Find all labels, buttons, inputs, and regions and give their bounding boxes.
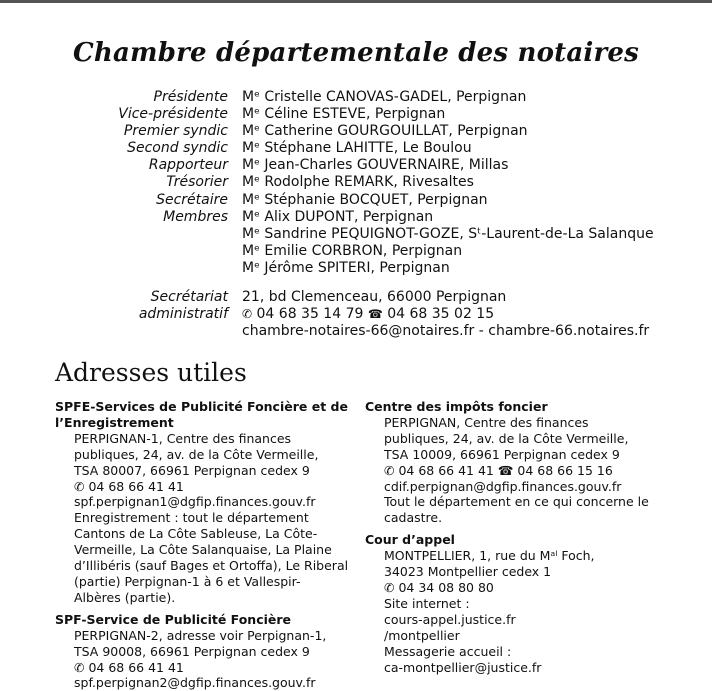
officer-row <box>80 226 654 243</box>
officer-row <box>80 192 654 209</box>
secretariat-web: chambre-notaires-66@notaires.fr - chambre-66.notaires.fr <box>242 323 650 340</box>
officer-name: Mᵉ Cristelle CANOVAS-GADEL, Perpignan <box>242 89 527 105</box>
officer-name: Mᵉ Céline ESTEVE, Perpignan <box>242 106 446 123</box>
secretariat-fax: 04 68 35 02 15 <box>387 306 495 323</box>
officer-name: Mᵉ Jérôme SPITERI, Perpignan <box>242 259 450 276</box>
officer-name: Mᵉ Rodolphe REMARK, Rivesaltes <box>242 174 474 191</box>
block-body: PERPIGNAN-1, Centre des finances publiques, 24, av. de la Côte Vermeille, TSA 80007, 66961 Perpignan cedex 9 ✆ 04 68 66 41 41 spf.perpignan1@dgfip.finances.gouv.fr Enregistrement : tout le département Cantons de La Côte Sableuse, La Côte- Vermeille, La Côte Salanquaise, La Plaine d’Illibéris (sauf Bages et Ortoffa), Le Riberal (partie) Perpignan-1 à 6 et Vallespir- Albères (partie). <box>74 430 349 605</box>
block-body: MONTPELLIER, 1, rue du Mᵃˡ Foch, 34023 Montpellier cedex 1 ✆ 04 34 08 80 80 Site internet : cours-appel.justice.fr /montpellier Messagerie accueil : ca-montpellier@justice.fr <box>384 548 595 675</box>
officer-role: Second syndic <box>127 140 228 157</box>
officer-row <box>80 174 654 191</box>
officer-role: Trésorier <box>166 174 228 191</box>
officer-row <box>80 157 654 174</box>
block-heading: Cour d’appel <box>365 532 455 548</box>
officer-role: Présidente <box>153 89 228 105</box>
officer-row <box>80 140 654 157</box>
fax-icon: ☎ <box>367 307 383 322</box>
secretariat-phone: 04 68 35 14 79 <box>256 306 364 323</box>
top-rule <box>0 0 712 3</box>
secretariat-role-2: administratif <box>138 306 228 323</box>
officer-role <box>80 260 242 277</box>
officer-role: Premier syndic <box>123 123 228 140</box>
officer-name: Mᵉ Stéphane LAHITTE, Le Boulou <box>242 140 472 157</box>
block-heading: SPFE-Services de Publicité Foncière et de l’Enregistrement <box>55 399 348 430</box>
officer-role: Vice-présidente <box>118 106 228 123</box>
block-heading: Centre des impôts foncier <box>365 399 548 414</box>
block-heading: SPF-Service de Publicité Foncière <box>55 611 292 627</box>
secretariat-role: Secrétariat <box>150 289 228 305</box>
officer-role <box>80 243 242 260</box>
phone-icon: ✆ <box>242 307 253 322</box>
officer-row <box>80 89 654 106</box>
officer-role: Rapporteur <box>148 157 228 174</box>
officer-name: Mᵉ Alix DUPONT, Perpignan <box>242 208 434 225</box>
officer-row <box>80 209 654 226</box>
secretariat-address: 21, bd Clemenceau, 66000 Perpignan <box>242 289 507 305</box>
block-body: PERPIGNAN, Centre des finances publiques, 24, av. de la Côte Vermeille, TSA 10009, 66961 Perpignan cedex 9 ✆ 04 68 66 41 41 ☎ 04 68 66 15 16 cdif.perpignan@dgfip.finances.gouv.fr Tout le département en ce qui concerne le cadastre. <box>384 414 649 526</box>
officer-row <box>80 106 654 123</box>
officer-row <box>80 123 654 140</box>
officer-role <box>80 226 242 243</box>
officer-name: Mᵉ Emilie CORBRON, Perpignan <box>242 242 463 259</box>
officers-list <box>80 89 654 277</box>
page-title: Chambre départementale des notaires <box>73 38 639 68</box>
officer-name: Mᵉ Catherine GOURGOUILLAT, Perpignan <box>242 123 528 140</box>
officer-role: Secrétaire <box>156 191 228 208</box>
secretariat-block <box>80 289 649 340</box>
officer-name: Mᵉ Jean-Charles GOUVERNAIRE, Millas <box>242 157 509 174</box>
officer-name: Mᵉ Sandrine PEQUIGNOT-GOZE, Sᵗ-Laurent-de-La Salanque <box>242 225 654 242</box>
officer-role: Membres <box>163 208 228 225</box>
officer-row <box>80 243 654 260</box>
officer-row <box>80 260 654 277</box>
section-heading: Adresses utiles <box>55 358 247 387</box>
right-column <box>365 399 649 675</box>
left-column <box>55 399 348 691</box>
block-body: PERPIGNAN-2, adresse voir Perpignan-1, TSA 90008, 66961 Perpignan cedex 9 ✆ 04 68 66 41 41 spf.perpignan2@dgfip.finances.gouv.fr <box>74 627 327 691</box>
officer-name: Mᵉ Stéphanie BOCQUET, Perpignan <box>242 191 488 208</box>
